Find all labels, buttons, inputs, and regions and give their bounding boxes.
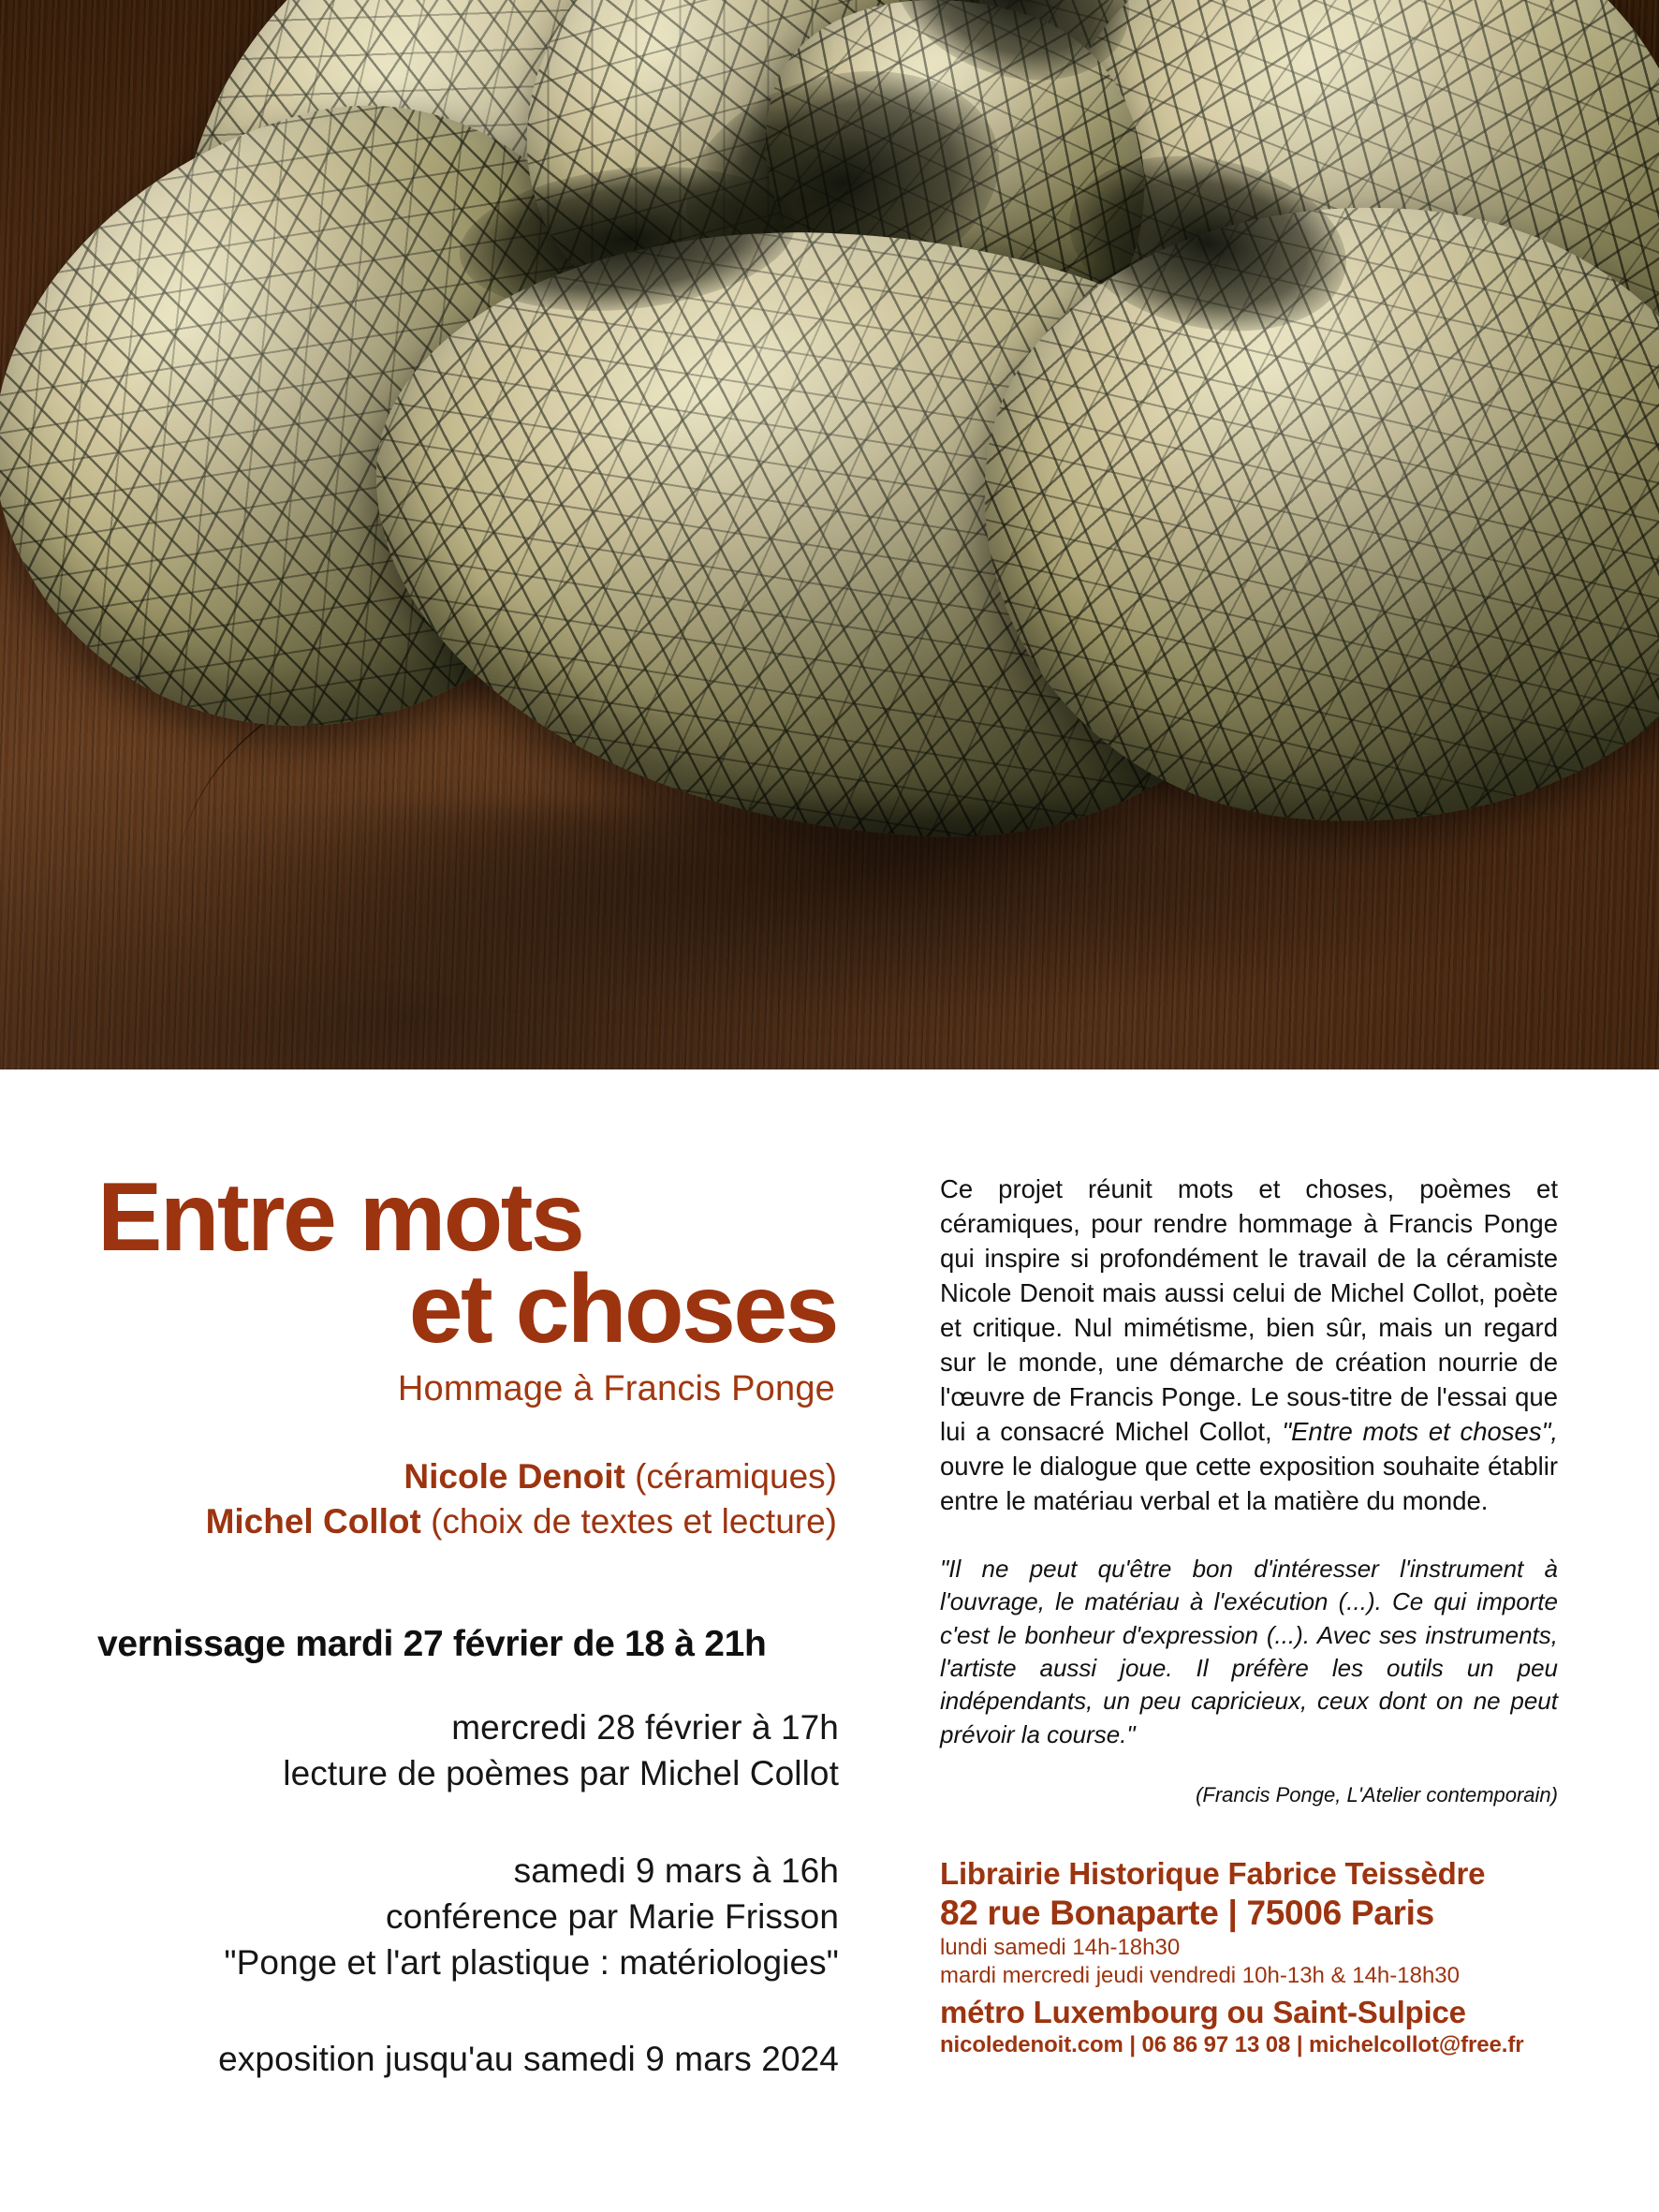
exposition-item <box>97 2036 839 2082</box>
venue-metro: métro Luxembourg ou Saint-Sulpice <box>940 1995 1466 2030</box>
intro-essay-subtitle: "Entre mots et choses", <box>1282 1416 1558 1446</box>
title-line-1: Entre mots <box>97 1163 583 1272</box>
venue-block <box>940 1856 1558 2059</box>
artist-role: (choix de textes et lecture) <box>420 1502 837 1541</box>
events-list <box>97 1704 846 2082</box>
ponge-quotation: "Il ne peut qu'être bon d'intéresser l'instrument à l'ouvrage, le matériau à l'exécution (...). Ce qui importe c'est le bonheur d'expression (...). Avec ses instruments, l'artiste aussi joue. Il préfère les outils un peu indépendants, un peu capricieux, ceux dont on ne peut prévoir la course." <box>940 1554 1558 1748</box>
event-title: "Ponge et l'art plastique : matériologies" <box>224 1942 839 1982</box>
left-column <box>97 1163 846 2082</box>
event-item <box>97 1848 839 1986</box>
poster-subtitle: Hommage à Francis Ponge <box>397 1368 835 1408</box>
vernissage-line: vernissage mardi 27 février de 18 à 21h <box>97 1624 767 1665</box>
venue-address: 82 rue Bonaparte | 75006 Paris <box>940 1893 1434 1932</box>
artist-credits <box>97 1454 846 1546</box>
exposition-dates: exposition jusqu'au samedi 9 mars 2024 <box>218 2040 839 2079</box>
venue-contact[interactable]: nicoledenoit.com | 06 86 97 13 08 | michelcollot@free.fr <box>940 2031 1524 2057</box>
artist-name: Michel Collot <box>205 1502 421 1541</box>
event-date: mercredi 28 février à 17h <box>451 1708 839 1747</box>
intro-text-part-1: Ce projet réunit mots et choses, poèmes et céramiques, pour rendre hommage à Francis Ponge qui inspire si profondément le travail de la céramiste Nicole Denoit mais aussi celui de Michel Collot, poète et critique. Nul mimétisme, bien sûr, mais un regard sur le monde, une démarche de création nourrie de l'œuvre de Francis Ponge. Le sous-titre de l'essai que lui a consacré Michel Collot, <box>940 1174 1558 1446</box>
quotation-attribution: (Francis Ponge, L'Atelier contemporain) <box>1196 1783 1558 1806</box>
artist-credit <box>97 1454 837 1500</box>
poster-text-area <box>0 1069 1659 2212</box>
artist-role: (céramiques) <box>624 1456 837 1496</box>
venue-hours-line-2: mardi mercredi jeudi vendredi 10h-13h & 14h-18h30 <box>940 1963 1460 1989</box>
event-item <box>97 1704 839 1796</box>
sculpture-cast-shadow <box>169 805 1573 1021</box>
event-date: samedi 9 mars à 16h <box>513 1851 839 1890</box>
event-description: lecture de poèmes par Michel Collot <box>283 1754 839 1793</box>
page-title <box>97 1163 846 1364</box>
event-description: conférence par Marie Frisson <box>386 1896 839 1936</box>
right-column <box>940 1172 1558 2059</box>
artist-credit <box>97 1499 837 1545</box>
intro-text-part-2: ouvre le dialogue que cette exposition souhaite établir entre le matériau verbal et la matière du monde. <box>940 1451 1558 1515</box>
title-line-2: et choses <box>408 1254 837 1364</box>
artist-name: Nicole Denoit <box>404 1456 625 1496</box>
ceramic-photograph <box>0 0 1659 1069</box>
venue-hours-line-1: lundi samedi 14h-18h30 <box>940 1935 1181 1961</box>
ceramic-sculpture <box>0 0 1659 880</box>
intro-paragraph <box>940 1172 1558 1519</box>
venue-name: Librairie Historique Fabrice Teissèdre <box>940 1856 1486 1891</box>
